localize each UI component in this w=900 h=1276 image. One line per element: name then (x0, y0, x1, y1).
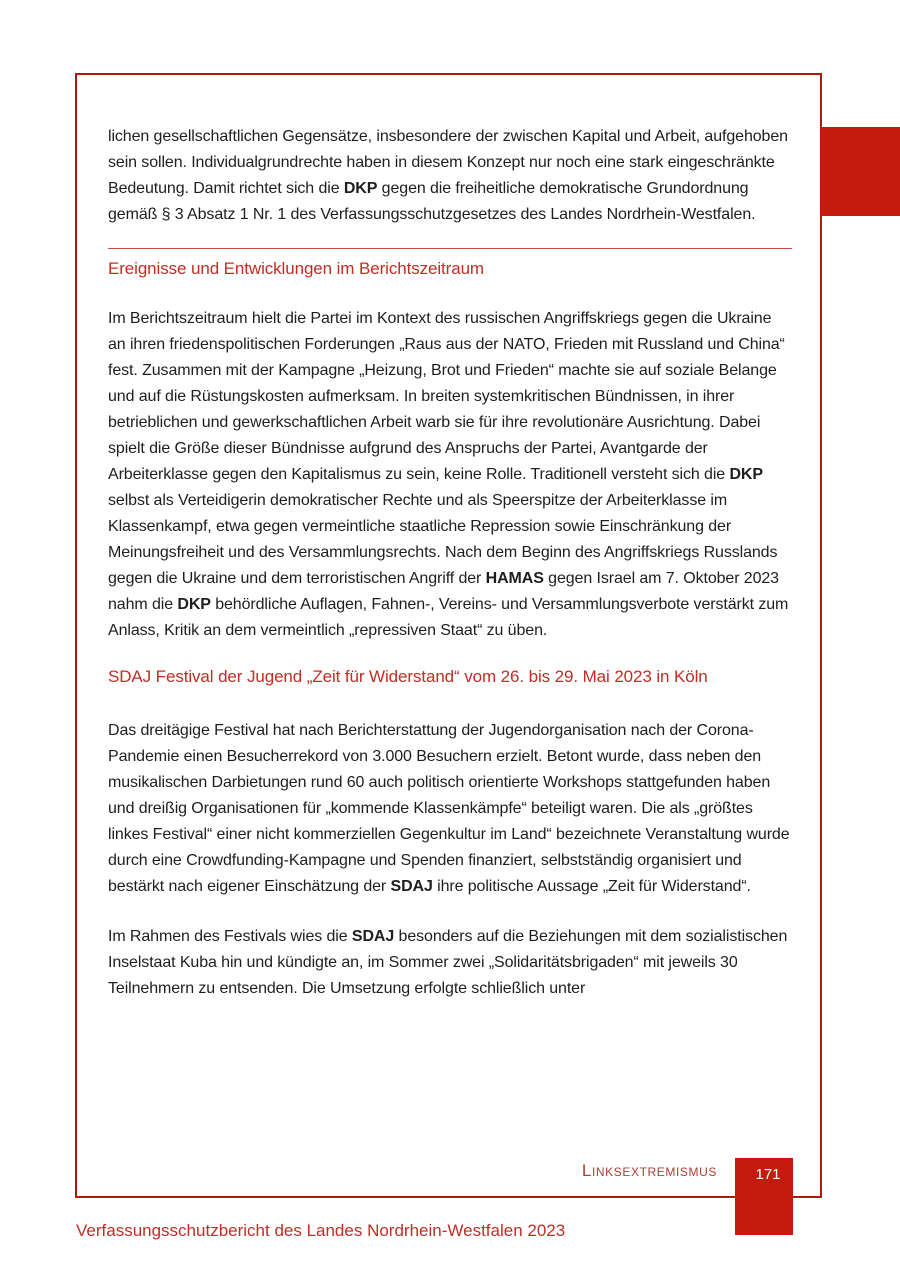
body-paragraph-festival-2: Im Rahmen des Festivals wies die SDAJ besonders auf die Beziehungen mit dem sozialistischen Inselstaat Kuba hin und kündigte an, im Sommer zwei „Solidaritätsbrigaden“ mit jeweils 30 Teilnehmern zu entsenden. Die Umsetzung erfolgte schließlich unter (108, 928, 788, 997)
section-title-events: Ereignisse und Entwicklungen im Berichtszeitraum (108, 259, 484, 278)
footer-category-label: Linksextremismus (581, 1161, 717, 1180)
chapter-edge-tab (821, 127, 900, 216)
section-rule (108, 248, 792, 249)
page-content (108, 124, 792, 1002)
section-head-festival (108, 664, 792, 690)
page-number-box (735, 1158, 793, 1235)
body-paragraph-festival-1: Das dreitägige Festival hat nach Berichterstattung der Jugendorganisation nach der Corona-Pandemie einen Besucherrekord von 3.000 Besuchern erzielt. Betont wurde, dass neben den musikalischen Darbietungen rund 60 auch politisch orientierte Workshops stattgefunden haben und dreißig Organisationen für „kommende Klassenkämpfe“ beteiligt waren. Die als „größtes linkes Festival“ einer nicht kommerziellen Gegenkultur im Land“ bezeichnete Veranstaltung wurde durch eine Crowdfunding-Kampagne und Spenden finanziert, selbstständig organisiert und bestärkt nach eigener Einschätzung der SDAJ ihre politische Aussage „Zeit für Widerstand“. (108, 722, 790, 895)
report-caption: Verfassungsschutzbericht des Landes Nordrhein-Westfalen 2023 (76, 1221, 566, 1240)
section-title-festival: SDAJ Festival der Jugend „Zeit für Widerstand“ vom 26. bis 29. Mai 2023 in Köln (108, 667, 708, 686)
body-paragraph-intro: lichen gesellschaftlichen Gegensätze, insbesondere der zwischen Kapital und Arbeit, aufgehoben sein sollen. Individualgrundrechte haben in diesem Konzept nur noch eine stark eingeschränkte Bedeutung. Damit richtet sich die DKP gegen die freiheitliche demokratische Grundordnung gemäß § 3 Absatz 1 Nr. 1 des Verfassungsschutzgesetzes des Landes Nordrhein-Westfalen. (108, 128, 788, 223)
body-paragraph-events: Im Berichtszeitraum hielt die Partei im Kontext des russischen Angriffskriegs gegen die Ukraine an ihren friedenspolitischen Forderungen „Raus aus der NATO, Frieden mit Russland und China“ fest. Zusammen mit der Kampagne „Heizung, Brot und Frieden“ machte sie auf soziale Belange und auf die Rüstungskosten aufmerksam. In breiten systemkritischen Bündnissen, in ihrer betrieblichen und gewerkschaftlichen Arbeit warb sie für ihre revolutionäre Ausrichtung. Dabei spielt die Größe dieser Bündnisse aufgrund des Anspruchs der Partei, Avantgarde der Arbeiterklasse gegen den Kapitalismus zu sein, keine Rolle. Traditionell versteht sich die DKP selbst als Verteidigerin demokratischer Rechte und als Speerspitze der Arbeiterklasse im Klassenkampf, etwa gegen vermeintliche staatliche Repression sowie Einschränkung der Meinungsfreiheit und des Versammlungsrechts. Nach dem Beginn des Angriffskriegs Russlands gegen die Ukraine und dem terroristischen Angriff der HAMAS gegen Israel am 7. Oktober 2023 nahm die DKP behördliche Auflagen, Fahnen-, Vereins- und Versammlungsverbote verstärkt zum Anlass, Kritik an dem vermeintlich „repressiven Staat“ zu üben. (108, 310, 789, 639)
section-head-events (108, 248, 792, 282)
page-number: 171 (755, 1166, 781, 1183)
